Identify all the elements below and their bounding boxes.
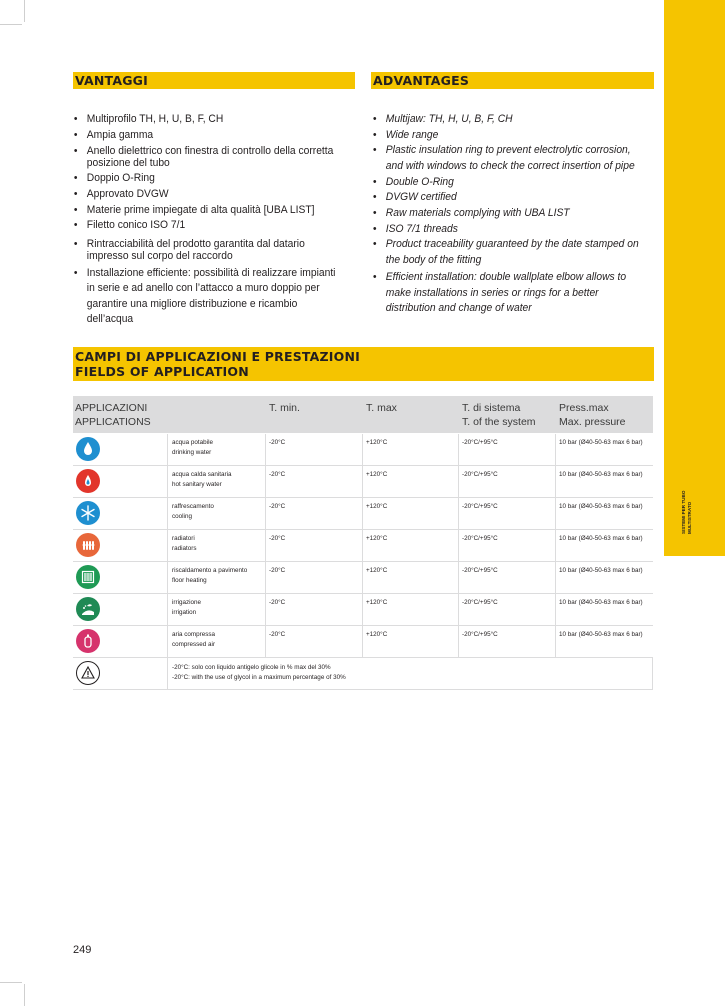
list-item: • Anello dielettrico con finestra di controllo della corretta posizione del tubo (73, 145, 340, 169)
row-tsys: -20°C/+95°C (462, 439, 498, 446)
table-row (73, 530, 653, 562)
row-tmin: -20°C (269, 439, 286, 446)
drop-icon (76, 437, 100, 461)
header-tmin: T. min. (269, 402, 300, 414)
side-tab-line2: MULTISTRATO (687, 501, 692, 534)
row-tmin: -20°C (269, 631, 286, 638)
row-tsys: -20°C/+95°C (462, 535, 498, 542)
divider (458, 498, 459, 529)
row-label (172, 502, 214, 522)
icon-cell (73, 530, 168, 561)
snowflake-icon (76, 501, 100, 525)
row-press: 10 bar (Ø40-50-63 max 6 bar) (559, 503, 643, 510)
icon-cell (73, 498, 168, 529)
row-press: 10 bar (Ø40-50-63 max 6 bar) (559, 439, 643, 446)
icon-cell (73, 626, 168, 657)
list-item: • Ampia gamma (73, 128, 340, 143)
row-label-en: hot sanitary water (172, 481, 222, 488)
row-tmax: +120°C (366, 439, 388, 446)
row-label-it: acqua calda sanitaria (172, 471, 232, 478)
page-number: 249 (73, 944, 92, 956)
row-tsys: -20°C/+95°C (462, 471, 498, 478)
row-label-it: riscaldamento a pavimento (172, 567, 248, 574)
row-press: 10 bar (Ø40-50-63 max 6 bar) (559, 599, 643, 606)
crop-mark (0, 24, 22, 25)
side-tab-label (681, 474, 695, 534)
divider (362, 434, 363, 465)
divider (555, 466, 556, 497)
crop-mark (24, 984, 25, 1006)
row-label (172, 630, 215, 650)
list-item: • Rintracciabilità del prodotto garantita dal datario impresso sul corpo del raccordo (73, 238, 340, 262)
row-tsys: -20°C/+95°C (462, 631, 498, 638)
row-label (172, 534, 197, 554)
row-label-it: radiatori (172, 535, 195, 542)
row-press: 10 bar (Ø40-50-63 max 6 bar) (559, 471, 643, 478)
header-tsys-it: T. di sistema (462, 402, 521, 414)
divider (458, 434, 459, 465)
list-item: • Efficient installation: double wallplate elbow allows to make installations in series or rings for a better distribution and change of water (372, 270, 648, 316)
radiator-icon (76, 533, 100, 557)
divider (555, 498, 556, 529)
divider (362, 594, 363, 625)
table-row (73, 434, 653, 466)
divider (362, 498, 363, 529)
divider (458, 466, 459, 497)
divider (265, 434, 266, 465)
vantaggi-header: VANTAGGI (73, 72, 355, 89)
divider (265, 530, 266, 561)
row-label-en: irrigation (172, 609, 197, 616)
divider (362, 626, 363, 657)
divider (362, 530, 363, 561)
row-label-en: floor heating (172, 577, 207, 584)
header-app-it: APPLICAZIONI (75, 402, 148, 414)
list-item: • Doppio O-Ring (73, 171, 340, 186)
floor-heating-icon (76, 565, 100, 589)
divider (265, 626, 266, 657)
icon-cell (73, 658, 168, 689)
note-text (172, 663, 346, 683)
row-tmax: +120°C (366, 471, 388, 478)
list-item: • Filetto conico ISO 7/1 (73, 218, 340, 233)
row-tmin: -20°C (269, 503, 286, 510)
divider (555, 562, 556, 593)
irrigation-icon (76, 597, 100, 621)
row-label-it: acqua potabile (172, 439, 213, 446)
row-label (172, 566, 247, 586)
applications-header (73, 347, 654, 381)
row-tmax: +120°C (366, 599, 388, 606)
divider (555, 530, 556, 561)
row-tmin: -20°C (269, 535, 286, 542)
compressed-air-icon (76, 629, 100, 653)
row-press: 10 bar (Ø40-50-63 max 6 bar) (559, 631, 643, 638)
divider (265, 562, 266, 593)
list-item: • Plastic insulation ring to prevent electrolytic corrosion, and with windows to check the correct insertion of pipe (372, 143, 648, 174)
list-item: • Installazione efficiente: possibilità di realizzare impianti in serie e ad anello con l’attacco a muro doppio per garantire una migliore distribuzione e ricambio dell’acqua (73, 266, 340, 328)
divider (362, 466, 363, 497)
crop-mark (24, 0, 25, 22)
warning-icon (76, 661, 100, 685)
divider (458, 562, 459, 593)
table-row (73, 466, 653, 498)
icon-cell (73, 562, 168, 593)
side-tab (664, 0, 725, 556)
divider (555, 434, 556, 465)
row-label (172, 470, 232, 490)
note-en: -20°C: with the use of glycol in a maximum percentage of 30% (172, 674, 346, 681)
header-app-en: APPLICATIONS (75, 416, 151, 428)
row-tmin: -20°C (269, 567, 286, 574)
list-item: • Materie prime impiegate di alta qualità [UBA LIST] (73, 203, 340, 218)
row-label-en: drinking water (172, 449, 212, 456)
list-item: • Multijaw: TH, H, U, B, F, CH (372, 112, 648, 127)
crop-mark (0, 982, 22, 983)
icon-cell (73, 434, 168, 465)
row-label (172, 598, 201, 618)
row-label (172, 438, 213, 458)
side-tab-line1: SISTEMI PER TUBO (681, 490, 686, 534)
row-tmin: -20°C (269, 471, 286, 478)
row-label-en: compressed air (172, 641, 216, 648)
divider (458, 594, 459, 625)
divider (362, 562, 363, 593)
row-tsys: -20°C/+95°C (462, 599, 498, 606)
header-tmax: T. max (366, 402, 397, 414)
list-item: • ISO 7/1 threads (372, 222, 648, 237)
list-item: • Multiprofilo TH, H, U, B, F, CH (73, 112, 340, 127)
row-label-it: raffrescamento (172, 503, 214, 510)
hot-drop-icon (76, 469, 100, 493)
divider (265, 498, 266, 529)
table-note-row (73, 658, 653, 690)
list-item: • Raw materials complying with UBA LIST (372, 206, 648, 221)
row-tmax: +120°C (366, 567, 388, 574)
note-it: -20°C: solo con liquido antigelo glicole in % max del 30% (172, 664, 331, 671)
applications-title-en: FIELDS OF APPLICATION (75, 364, 249, 379)
table-header (73, 396, 653, 433)
header-press-en: Max. pressure (559, 416, 626, 428)
header-applications (75, 401, 151, 429)
list-item: • Wide range (372, 128, 648, 143)
header-press-it: Press.max (559, 402, 609, 414)
table-row (73, 594, 653, 626)
list-item: • Approvato DVGW (73, 187, 340, 202)
header-tsys (462, 401, 536, 429)
divider (555, 626, 556, 657)
row-tmin: -20°C (269, 599, 286, 606)
advantages-header: ADVANTAGES (371, 72, 654, 89)
row-tmax: +120°C (366, 631, 388, 638)
list-item: • Product traceability guaranteed by the date stamped on the body of the fitting (372, 237, 648, 268)
divider (265, 466, 266, 497)
row-tmax: +120°C (366, 535, 388, 542)
icon-cell (73, 466, 168, 497)
header-press (559, 401, 626, 429)
row-tsys: -20°C/+95°C (462, 567, 498, 574)
row-press: 10 bar (Ø40-50-63 max 6 bar) (559, 567, 643, 574)
table-row (73, 498, 653, 530)
divider (458, 530, 459, 561)
vantaggi-list (73, 112, 340, 328)
row-tmax: +120°C (366, 503, 388, 510)
row-tsys: -20°C/+95°C (462, 503, 498, 510)
list-item: • DVGW certified (372, 190, 648, 205)
header-tsys-en: T. of the system (462, 416, 536, 428)
row-label-en: cooling (172, 513, 192, 520)
row-press: 10 bar (Ø40-50-63 max 6 bar) (559, 535, 643, 542)
row-label-it: aria compressa (172, 631, 216, 638)
icon-cell (73, 594, 168, 625)
row-label-it: irrigazione (172, 599, 202, 606)
divider (458, 626, 459, 657)
list-item: • Double O-Ring (372, 175, 648, 190)
advantages-list (372, 112, 648, 317)
applications-title-it: CAMPI DI APPLICAZIONI E PRESTAZIONI (75, 349, 360, 364)
divider (555, 594, 556, 625)
table-row (73, 626, 653, 658)
row-label-en: radiators (172, 545, 197, 552)
divider (265, 594, 266, 625)
table-row (73, 562, 653, 594)
